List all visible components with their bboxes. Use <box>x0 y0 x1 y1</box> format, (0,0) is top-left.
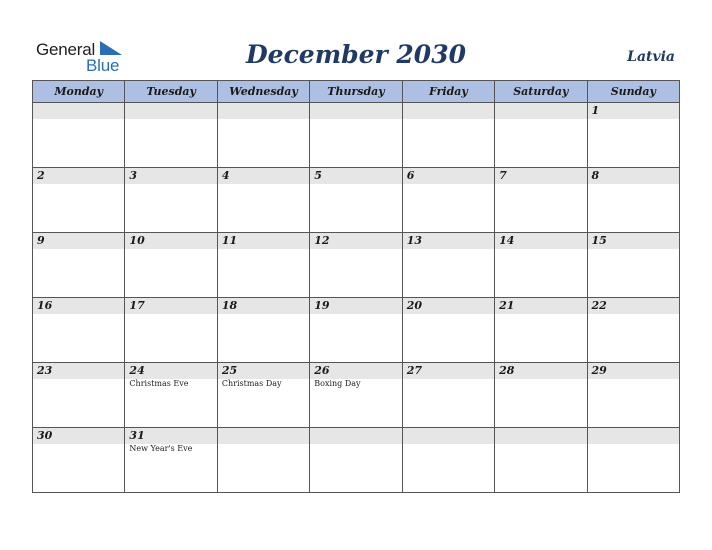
day-cell <box>402 233 494 298</box>
weekday-header: Thursday <box>310 81 402 103</box>
week-row <box>33 168 680 233</box>
day-cell <box>33 168 125 233</box>
day-cell <box>310 103 402 168</box>
day-number: 20 <box>403 298 494 314</box>
day-number <box>218 103 309 119</box>
day-cell <box>495 233 587 298</box>
weekday-header: Friday <box>402 81 494 103</box>
day-number: 19 <box>310 298 401 314</box>
week-row <box>33 428 680 493</box>
day-number: 15 <box>588 233 679 249</box>
day-number <box>403 103 494 119</box>
day-cell <box>125 298 217 363</box>
country-label: Latvia <box>627 49 675 65</box>
week-row <box>33 103 680 168</box>
day-cell <box>495 298 587 363</box>
day-number: 3 <box>125 168 216 184</box>
day-cell <box>217 428 309 493</box>
holiday-label: Christmas Eve <box>129 379 189 388</box>
day-cell <box>402 103 494 168</box>
day-number: 26 <box>310 363 401 379</box>
day-cell <box>125 363 217 428</box>
weekday-header-row <box>33 81 680 103</box>
day-cell <box>310 298 402 363</box>
day-number <box>495 103 586 119</box>
day-cell <box>495 363 587 428</box>
weekday-header: Sunday <box>587 81 679 103</box>
day-cell <box>310 233 402 298</box>
day-number: 6 <box>403 168 494 184</box>
weekday-header: Wednesday <box>217 81 309 103</box>
day-number: 7 <box>495 168 586 184</box>
weekday-header: Saturday <box>495 81 587 103</box>
day-cell <box>587 363 679 428</box>
day-number <box>588 428 679 444</box>
day-cell <box>217 363 309 428</box>
day-cell <box>125 428 217 493</box>
day-number: 8 <box>588 168 679 184</box>
day-number <box>310 428 401 444</box>
calendar-grid <box>32 80 680 493</box>
day-number <box>33 103 124 119</box>
day-number: 28 <box>495 363 586 379</box>
day-cell <box>495 168 587 233</box>
day-cell <box>495 103 587 168</box>
day-cell <box>587 428 679 493</box>
day-cell <box>587 168 679 233</box>
day-number: 22 <box>588 298 679 314</box>
day-cell <box>125 168 217 233</box>
day-cell <box>33 428 125 493</box>
logo-text-general: General <box>36 40 96 59</box>
day-number <box>495 428 586 444</box>
day-cell <box>33 103 125 168</box>
day-cell <box>33 363 125 428</box>
week-row <box>33 363 680 428</box>
day-number: 17 <box>125 298 216 314</box>
day-number: 27 <box>403 363 494 379</box>
day-cell <box>587 103 679 168</box>
day-number: 21 <box>495 298 586 314</box>
day-cell <box>587 298 679 363</box>
page-title: December 2030 <box>245 40 466 69</box>
day-cell <box>402 428 494 493</box>
day-number: 13 <box>403 233 494 249</box>
day-number: 1 <box>588 103 679 119</box>
day-cell <box>310 363 402 428</box>
day-number <box>125 103 216 119</box>
day-number: 24 <box>125 363 216 379</box>
day-number <box>403 428 494 444</box>
day-number: 25 <box>218 363 309 379</box>
day-number: 30 <box>33 428 124 444</box>
day-cell <box>402 298 494 363</box>
day-cell <box>33 298 125 363</box>
day-cell <box>495 428 587 493</box>
day-number: 12 <box>310 233 401 249</box>
day-number: 29 <box>588 363 679 379</box>
day-number: 4 <box>218 168 309 184</box>
holiday-label: New Year's Eve <box>129 444 193 453</box>
day-cell <box>125 103 217 168</box>
day-cell <box>217 233 309 298</box>
day-cell <box>402 168 494 233</box>
weekday-header: Tuesday <box>125 81 217 103</box>
day-number: 11 <box>218 233 309 249</box>
day-cell <box>125 233 217 298</box>
day-number <box>218 428 309 444</box>
day-cell <box>402 363 494 428</box>
day-number: 31 <box>125 428 216 444</box>
day-number: 23 <box>33 363 124 379</box>
day-number <box>310 103 401 119</box>
day-number: 9 <box>33 233 124 249</box>
holiday-label: Christmas Day <box>221 379 282 388</box>
day-cell <box>217 168 309 233</box>
day-number: 5 <box>310 168 401 184</box>
day-number: 18 <box>218 298 309 314</box>
week-row <box>33 233 680 298</box>
day-cell <box>587 233 679 298</box>
day-number: 14 <box>495 233 586 249</box>
day-cell <box>217 298 309 363</box>
holiday-label: Boxing Day <box>314 379 361 388</box>
day-number: 10 <box>125 233 216 249</box>
day-number: 2 <box>33 168 124 184</box>
day-cell <box>217 103 309 168</box>
day-cell <box>33 233 125 298</box>
week-row <box>33 298 680 363</box>
day-number: 16 <box>33 298 124 314</box>
logo-text-blue: Blue <box>86 56 120 75</box>
weekday-header: Monday <box>33 81 125 103</box>
day-cell <box>310 428 402 493</box>
day-cell <box>310 168 402 233</box>
